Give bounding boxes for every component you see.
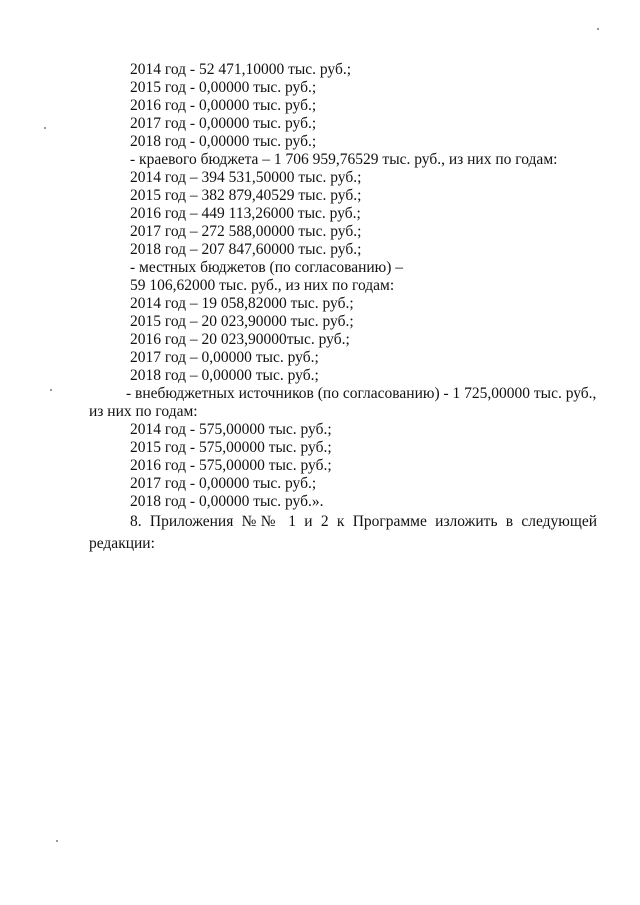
text-line: - краевого бюджета – 1 706 959,76529 тыс. руб., из них по годам: (130, 151, 558, 168)
text-line: - местных бюджетов (по согласованию) – (130, 259, 404, 276)
text-line: 2016 год – 449 113,26000 тыс. руб.; (130, 205, 361, 222)
text-line: - внебюджетных источников (по согласованию) - 1 725,00000 тыс. руб., (126, 385, 597, 402)
text-line: 2018 год - 0,00000 тыс. руб.». (130, 493, 324, 510)
text-line: 2015 год – 20 023,90000 тыс. руб.; (130, 313, 354, 330)
text-line: 2018 год - 0,00000 тыс. руб.; (130, 133, 317, 150)
text-line: 2017 год – 0,00000 тыс. руб.; (130, 349, 319, 366)
text-line: 2017 год - 0,00000 тыс. руб.; (130, 475, 317, 492)
text-line: 2014 год - 52 471,10000 тыс. руб.; (130, 61, 352, 78)
scan-speck (597, 28, 599, 30)
text-line: 2018 год – 0,00000 тыс. руб.; (130, 367, 319, 384)
text-line: 2015 год - 575,00000 тыс. руб.; (130, 439, 332, 456)
text-line: 2014 год - 575,00000 тыс. руб.; (130, 421, 332, 438)
text-line: 2015 год - 0,00000 тыс. руб.; (130, 79, 317, 96)
text-line: 2017 год - 0,00000 тыс. руб.; (130, 115, 317, 132)
text-line: 2016 год - 575,00000 тыс. руб.; (130, 457, 332, 474)
scan-speck (56, 840, 58, 842)
text-line: 2014 год – 394 531,50000 тыс. руб.; (130, 169, 362, 186)
scan-speck (50, 389, 52, 391)
text-line: 2015 год – 382 879,40529 тыс. руб.; (130, 187, 362, 204)
scan-speck (44, 127, 46, 129)
text-line: 2018 год – 207 847,60000 тыс. руб.; (130, 241, 362, 258)
text-line: 2017 год – 272 588,00000 тыс. руб.; (130, 223, 362, 240)
text-line: 2016 год – 20 023,90000тыс. руб.; (130, 331, 350, 348)
paragraph-8: 8. Приложения №№ 1 и 2 к Программе изложить в следующей редакции: (89, 513, 597, 552)
text-line: 2014 год – 19 058,82000 тыс. руб.; (130, 295, 354, 312)
text-line: из них по годам: (89, 403, 198, 420)
text-line: 59 106,62000 тыс. руб., из них по годам: (130, 277, 395, 294)
text-line: 2016 год - 0,00000 тыс. руб.; (130, 97, 317, 114)
